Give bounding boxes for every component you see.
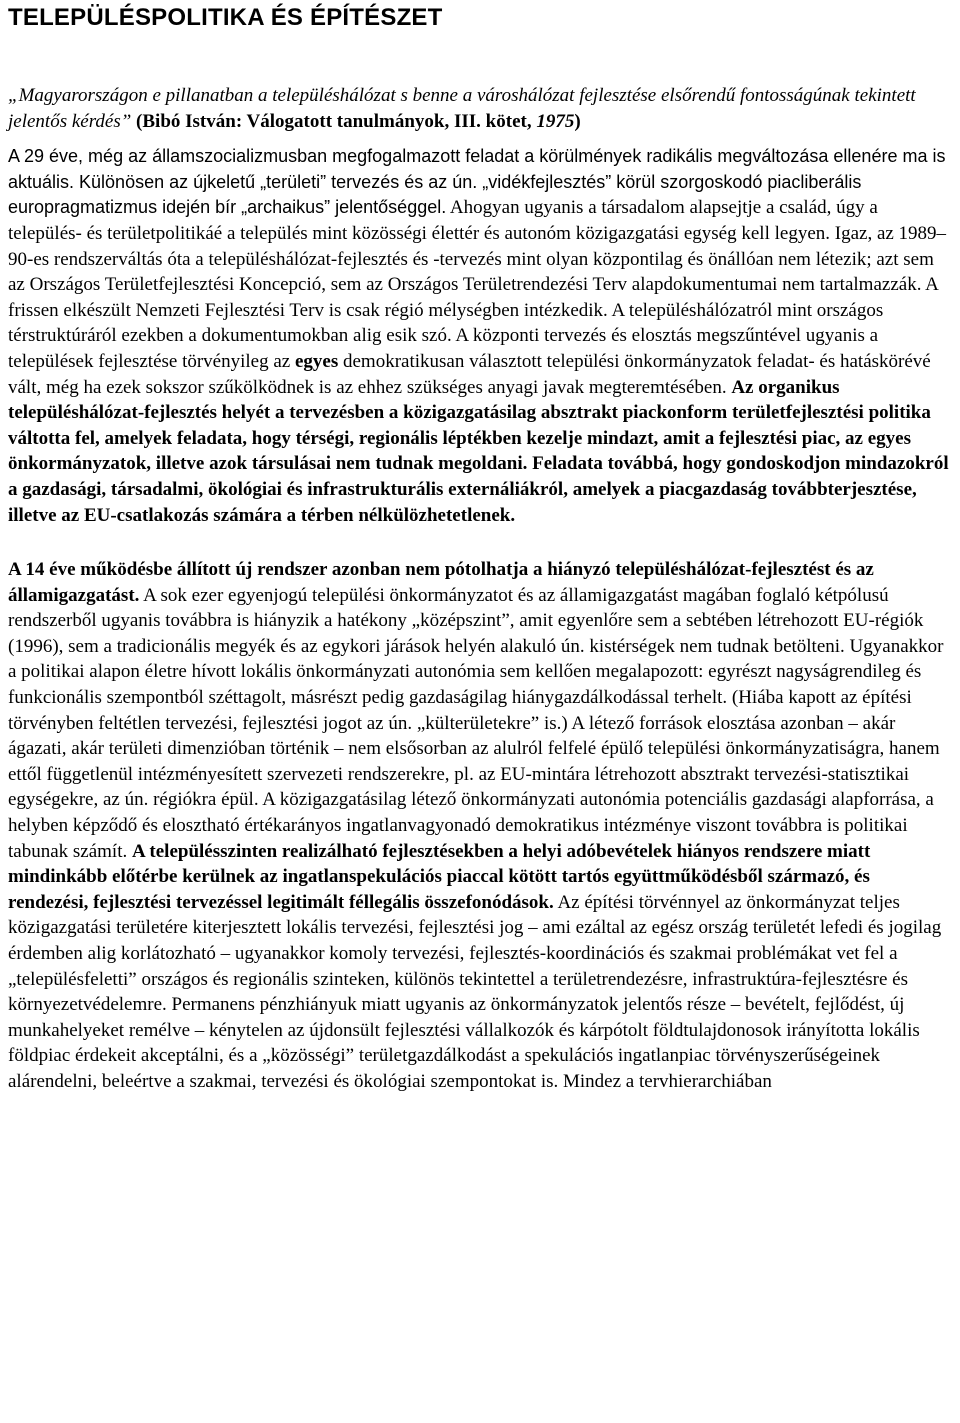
paragraph-2-body-cont: Az építési törvénnyel az önkormányzat teljes közigazgatási területére kiterjesztett lokális tervezési, fejlesztési jog – ami ezáltal az egész ország területét lefedi és jogilag érdemben alig korlátozható – ugyanakkor komoly tervezési, fejlesztés-koordinációs és szakmai problémákat vet fel a „településfeletti” országos és regionális szinteken, különös tekintettel a területrendezésre, infrastruktúra-fejlesztésre és környezetvédelemre. Permanens pénzhiányuk miatt ugyanis az önkormányzatok jelentős része – bevételt, fejlődést, új munkahelyeket remélve – kénytelen az újdonsült fejlesztési vállalkozók és kárpótolt földtulajdonosok irányította lokális földpiac érdekeit akceptálni, és a „közösségi” területgazdálkodást a spekulációs ingatlanpiac törvényszerűségeinek alárendelni, beleértve a szakmai, tervezési és ökológiai szempontokat is. Mindez a tervhierarchiában xyxy=(8,891,942,1092)
document-page xyxy=(0,4,960,1095)
quote-text: „Magyarországon e pillanatban a településhálózat s benne a városhálózat fejlesztése elsőrendű fontosságúnak tekintett jelentős kérdés” xyxy=(8,85,916,132)
paragraph-1-body: Ahogyan ugyanis a társadalom alapsejtje a család, úgy a település- és területpolitikáé a település mint közösségi élettér és autonóm közigazgatási egység kell legyen. Igaz, az 1989–90-es rendszerváltás óta a településhálózat-fejlesztés és -tervezés mint olyan központilag és önállóan nem létezik; azt sem az Országos Területfejlesztési Koncepció, sem az Országos Területrendezési Terv alapdokumentumai nem tartalmazzák. A frissen elkészült Nemzeti Fejlesztési Terv is csak régió mélységben intézkedik. A településhálózatról mint országos térstruktúráról ezekben a dokumentumokban alig esik szó. A központi tervezés és elosztás megszűntével ugyanis a települések fejlesztése törvényileg az xyxy=(8,197,947,372)
paragraph-2-body: A sok ezer egyenjogú települési önkormányzatot és az államigazgatást magában foglaló kétpólusú rendszerből ugyanis továbbra is hiányzik a hatékony „középszint”, amit egyenlőre sem a sebtében létrehozott EU-régiók (1996), sem a tradicionális megyék és az egykori járások helyén alakuló ún. kistérségek nem tudnak betölteni. Ugyanakkor a politikai alapon életre hívott lokális önkormányzati autonómia sem kellően megalapozott: egyrészt nagyságrendileg és funkcionális szempontból széttagolt, másrészt pedig gazdaságilag hiánygazdálkodással terhelt. (Hiába kapott az építési törvényben feltétlen tervezési, fejlesztési jogot az ún. „külterületekre” is.) A létező források elosztása azonban – akár ágazati, akár területi dimenzióban történik – nem elsősorban az alulról felfelé épülő települési önkormányzatiságra, hanem ettől függetlenül intézményesített szervezeti rendszerekre, pl. az EU-mintára létrehozott absztrakt tervezési-statisztikai egységekre, az ún. régiókra épül. A közigazgatásilag létező önkormányzati autonómia potenciális gazdasági alapforrása, a helyben képződő és elosztható értékarányos ingatlanvagyonadó demokratikus intézménye viszont továbbra is politikai tabunak számít. xyxy=(8,584,944,862)
paragraph-1-intro: A 29 éve, még az államszocializmusban megfogalmazott feladat a körülmények radikális megváltozása ellenére ma is aktuális. Különösen az újkeletű „területi” tervezés és az ún. „vidékfejlesztés” körül szorgoskodó piacliberális europragmatizmus idején bír „archaikus” jelentőséggel. xyxy=(8,146,946,218)
quote-source-year: 1975 xyxy=(536,110,575,132)
quote-source-end: ) xyxy=(574,110,581,132)
paragraph-1 xyxy=(8,144,952,528)
quote-source: (Bibó István: Válogatott tanulmányok, III. kötet, xyxy=(131,110,537,132)
paragraph-1-body-cont: demokratikusan választott települési önkormányzatok feladat- és hatáskörévé vált, még ha ezek sokszor szűkölködnek is az ehhez szükséges anyagi javak megteremtésében. xyxy=(8,350,931,398)
paragraph-2 xyxy=(8,557,952,1094)
epigraph-quote xyxy=(8,83,952,134)
document-title: TELEPÜLÉSPOLITIKA ÉS ÉPÍTÉSZET xyxy=(8,4,443,31)
paragraph-1-bold-statement: Az organikus településhálózat-fejlesztés helyét a tervezésben a közigazgatásilag absztrakt piackonform területfejlesztési politika váltotta fel, amelyek feladata, hogy térségi, regionális léptékben kezelje mindazt, amit a fejlesztési piac, az egyes önkormányzatok, illetve azok társulásai nem tudnak megoldani. Feladata továbbá, hogy gondoskodjon mindazokról a gazdasági, társadalmi, ökológiai és infrastrukturális externáliákról, amelyek a piacgazdaság továbbterjesztése, illetve az EU-csatlakozás számára a térben nélkülözhetetlenek. xyxy=(8,376,949,526)
paragraph-1-emphasis: egyes xyxy=(294,350,339,372)
paragraph-2-bold-statement: A településszinten realizálható fejlesztésekben a helyi adóbevételek hiányos rendszere miatt mindinkább előtérbe kerülnek az ingatlanspekulációs piaccal kötött tartós együttműködésből származó, és rendezési, fejlesztési tervezéssel legitimált féllegális összefonódások. xyxy=(8,840,871,913)
paragraph-2-bold-lead: A 14 éve működésbe állított új rendszer azonban nem pótolhatja a hiányzó településhálózat-fejlesztést és az államigazgatást. xyxy=(8,559,874,606)
